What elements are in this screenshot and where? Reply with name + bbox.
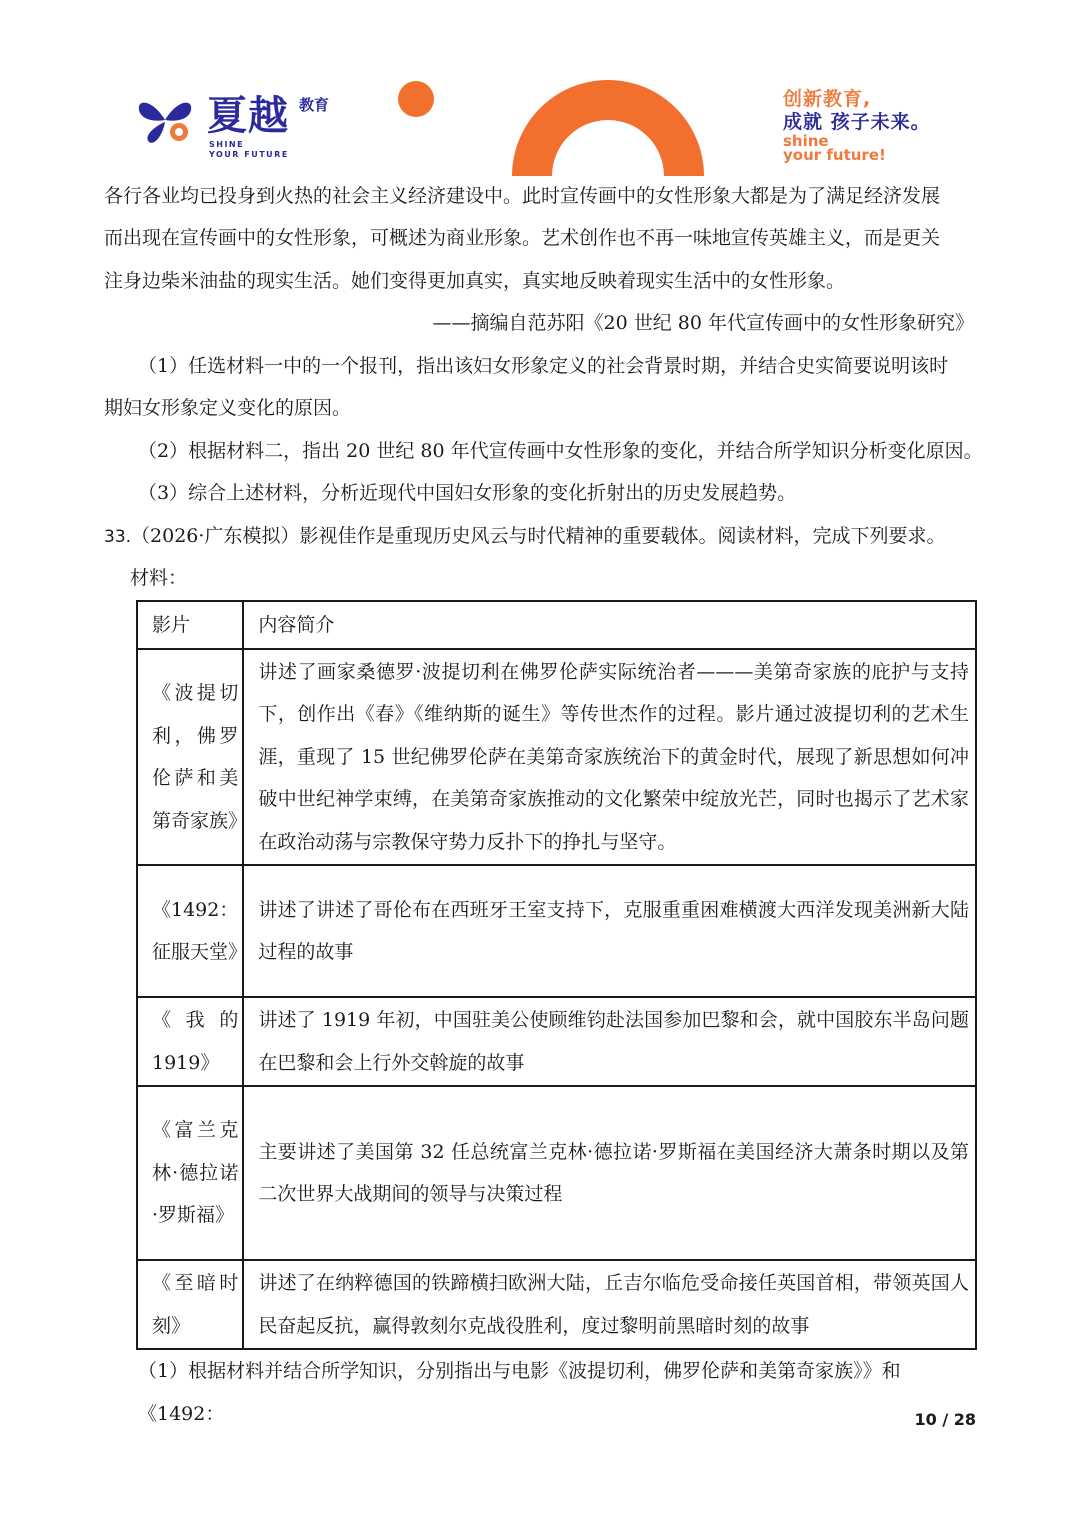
q33-stem [104,515,980,559]
brand-logo [135,92,355,162]
film-title: 《我的 1919》 [137,997,243,1086]
table-header-row [137,601,976,649]
q32-sub-2: （2）根据材料二，指出 20 世纪 80 年代宣传画中女性形象的变化，并结合所学知识分析变化原因。 [138,440,983,462]
brand-tagline: SHINE YOUR FUTURE [209,140,289,159]
film-title: 《至暗时刻》 [137,1260,243,1349]
butterfly-logo-icon [135,96,197,144]
brand-suffix: 教育 [299,96,330,114]
q32-sub-3: （3）综合上述材料，分析近现代中国妇女形象的变化折射出的历史发展趋势。 [138,482,797,504]
q33-sub-1: （1）根据材料并结合所学知识，分别指出与电影《波提切利，佛罗伦萨和美第奇家族》》和《1492： [138,1360,901,1425]
film-description: 讲述了画家桑德罗·波提切利在佛罗伦萨实际统治者———美第奇家族的庇护与支持下，创作出《春》《维纳斯的诞生》等传世杰作的过程。影片通过波提切利的艺术生涯，重现了 15 世纪佛罗伦萨在美第奇家族统治下的黄金时代，展现了新思想如何冲破中世纪神学束缚，在美第奇家族推动的文化繁荣中绽放光芒，同时也揭示了艺术家在政治动荡与宗教保守势力反扑下的挣扎与坚守。 [243,649,976,865]
q33-number: 33. [104,527,132,547]
passage-line: 注身边柴米油盐的现实生活。她们变得更加真实，真实地反映着现实生活中的女性形象。 [104,270,846,292]
film-title: 《富兰克林·德拉诺 ·罗斯福》 [137,1086,243,1260]
q33-tag: （2026·广东模拟） [131,525,300,547]
page-header [0,0,1080,180]
passage-line: 而出现在宣传画中的女性形象，可概述为商业形象。艺术创作也不再一味地宣传英雄主义，而是更关 [104,227,941,249]
film-description: 主要讲述了美国第 32 任总统富兰克林·德拉诺·罗斯福在美国经济大萧条时期以及第二次世界大战期间的领导与决策过程 [243,1086,976,1260]
passage-source: ——摘编自范苏阳《20 世纪 80 年代宣传画中的女性形象研究》 [432,312,974,334]
table-row [137,1260,976,1349]
table-row [137,865,976,997]
passage-line: 各行各业均已投身到火热的社会主义经济建设中。此时宣传画中的女性形象大都是为了满足经济发展 [104,185,941,207]
q32-sub-1-cont: 期妇女形象定义变化的原因。 [104,397,352,419]
page-number: 10 / 28 [914,1410,976,1429]
q32-sub-1: （1）任选材料一中的一个报刊，指出该妇女形象定义的社会背景时期，并结合史实简要说明该时 [138,355,949,377]
brand-name: 夏越 [207,93,289,139]
table-row [137,649,976,865]
film-title: 《1492：征服天堂》 [137,865,243,997]
films-table [136,600,977,1350]
material-label: 材料： [130,567,188,589]
header-film: 影片 [137,601,243,649]
slogan: 创新教育, 成就 孩子未来。 shine your future! [783,88,931,164]
film-description: 讲述了 1919 年初，中国驻美公使顾维钧赴法国参加巴黎和会，就中国胶东半岛问题在巴黎和会上行外交斡旋的故事 [243,997,976,1086]
table-row [137,997,976,1086]
q33-stem-text: 影视佳作是重现历史风云与时代精神的重要载体。阅读材料，完成下列要求。 [299,525,946,547]
film-description: 讲述了在纳粹德国的铁蹄横扫欧洲大陆，丘吉尔临危受命接任英国首相，带领英国人民奋起反抗，赢得敦刻尔克战役胜利，度过黎明前黑暗时刻的故事 [243,1260,976,1349]
film-title: 《波提切利，佛罗伦萨和美第奇家族》 [137,649,243,865]
header-desc: 内容简介 [243,601,976,649]
table-row [137,1086,976,1260]
decorative-sun-graphic [390,80,720,176]
film-description: 讲述了讲述了哥伦布在西班牙王室支持下，克服重重困难横渡大西洋发现美洲新大陆过程的故事 [243,865,976,997]
